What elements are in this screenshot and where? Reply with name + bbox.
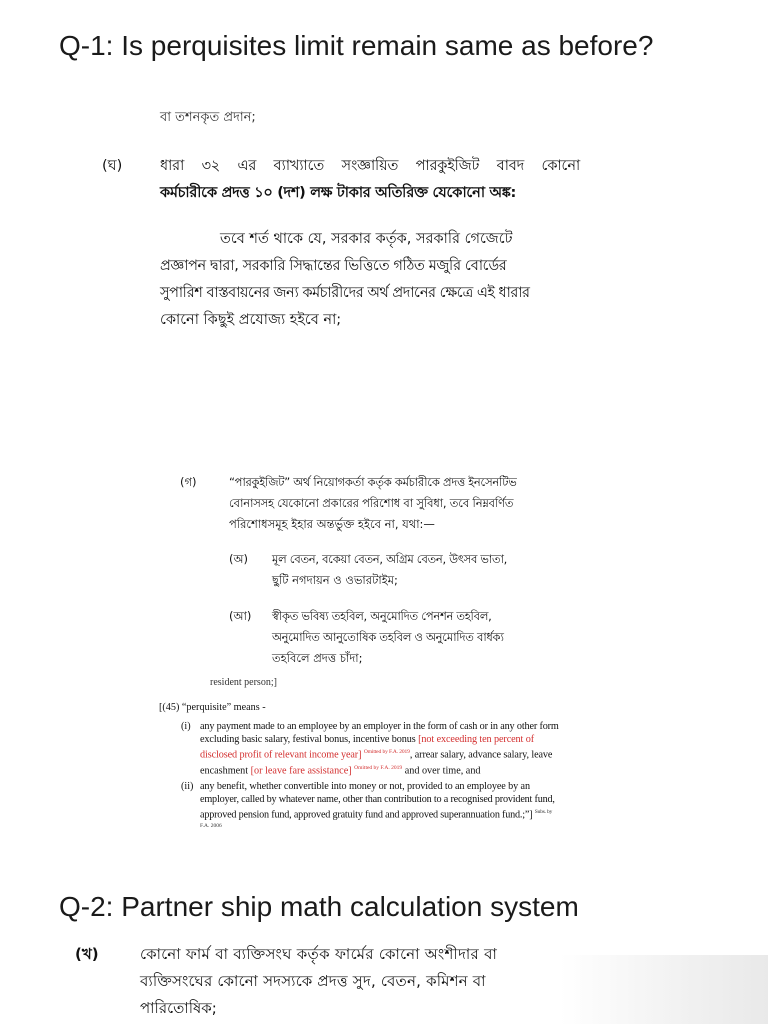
en-ii-line-4 xyxy=(200,822,618,830)
fa-2006-note: F.A. 2006 xyxy=(200,823,222,829)
en-item-i-marker: (i) xyxy=(181,721,191,732)
subs-note: Subs. by xyxy=(534,809,553,816)
ga-sub-a-line-2: ছুটি নগদায়ন ও ওভারটাইম; xyxy=(272,573,398,587)
en-i-line-2 xyxy=(200,733,618,746)
ga-line-2: বোনাসসহ যেকোনো প্রকারের পরিশোধ বা সুবিধা, তবে নিম্নবর্ণিত xyxy=(229,496,514,510)
clipped-mid-text: resident person;] xyxy=(210,677,277,688)
omitted-note-1: Omitted by F.A. 2019 xyxy=(363,749,410,756)
en-i-line-1: any payment made to an employee by an employer in the form of cash or in any other form xyxy=(200,721,559,732)
en-i-line-4 xyxy=(200,762,618,778)
kha-line-1: কোনো ফার্ম বা ব্যক্তিসংঘ কর্তৃক ফার্মের কোনো অংশীদার বা xyxy=(140,945,498,963)
en-i-line-4-text: encashment xyxy=(200,765,249,777)
gha-proviso-line-2: প্রজ্ঞাপন দ্বারা, সরকারি সিদ্ধান্তের ভিত্তিতে গঠিত মজুরি বোর্ডের xyxy=(160,258,507,274)
en-i-line-2-text: excluding basic salary, festival bonus, incentive bonus xyxy=(200,734,416,746)
ga-sub-aa-line-1: স্বীকৃত ভবিষ্য তহবিল, অনুমোদিত পেনশন তহবিল, xyxy=(272,609,492,623)
en-item-ii xyxy=(200,780,618,830)
ga-sub-aa-line-3: তহবিলে প্রদত্ত চাঁদা; xyxy=(272,651,363,665)
en-i-line-4-red: [or leave fare assistance] xyxy=(250,765,352,777)
en-ii-line-3-text: approved pension fund, approved gratuity fund and approved superannuation fund.;”] xyxy=(200,809,533,821)
en-item-i xyxy=(200,720,618,778)
ga-sub-a-line-1: মূল বেতন, বকেয়া বেতন, অগ্রিম বেতন, উৎসব ভাতা, xyxy=(272,552,508,566)
ga-line-1: “পারকুইজিট” অর্থ নিয়োগকর্তা কর্তৃক কর্মচারীকে প্রদত্ত ইনসেনটিভ xyxy=(229,475,517,489)
ga-sub-aa-line-2: অনুমোদিত আনুতোষিক তহবিল ও অনুমোদিত বার্ধক্য xyxy=(272,630,504,644)
ga-sub-a-body xyxy=(272,549,562,591)
clipped-top-text: বা তশনকৃত প্রদান; xyxy=(160,110,256,125)
kha-body xyxy=(140,941,600,1022)
en-ii-line-3 xyxy=(200,806,618,822)
q1-title: Q-1: Is perquisites limit remain same as before? xyxy=(59,30,654,61)
en-i-line-2-red: [not exceeding ten percent of xyxy=(418,734,535,746)
kha-marker: (খ) xyxy=(75,945,99,963)
ga-body xyxy=(229,472,564,535)
gha-proviso-line-1: তবে শর্ত থাকে যে, সরকার কর্তৃক, সরকারি গেজেটে xyxy=(220,231,513,247)
gha-marker: (ঘ) xyxy=(102,158,123,174)
kha-line-2: ব্যক্তিসংঘের কোনো সদস্যকে প্রদত্ত সুদ, বেতন, কমিশন বা xyxy=(140,972,486,990)
ga-sub-aa-body xyxy=(272,606,562,669)
gha-line-2: কর্মচারীকে প্রদত্ত ১০ (দশ) লক্ষ টাকার অতিরিক্ত যেকোনো অঙ্ক: xyxy=(160,185,517,201)
gha-line-1: ধারা ৩২ এর ব্যাখ্যাতে সংজ্ঞায়িত পারকুইজিট বাবদ কোনো xyxy=(160,158,580,174)
q2-title: Q-2: Partner ship math calculation system xyxy=(59,891,579,922)
clipped-mid-line xyxy=(210,677,330,693)
ga-marker: (গ) xyxy=(180,475,197,489)
ga-sub-a-marker: (অ) xyxy=(229,552,248,566)
en-ii-line-2: employer, called by whatever name, other than contribution to a recognised provident fund, xyxy=(200,794,555,806)
ga-line-3: পরিশোধসমূহ ইহার অন্তর্ভুক্ত হইবে না, যথা:— xyxy=(229,517,435,531)
en-i-line-4-tail: and over time, and xyxy=(404,765,481,777)
omitted-note-2: Omitted by F.A. 2019 xyxy=(354,765,403,771)
gha-proviso-line-3: সুপারিশ বাস্তবায়নের জন্য কর্মচারীদের অর্থ প্রদানের ক্ষেত্রে এই ধারার xyxy=(160,285,530,301)
en-heading: [(45) “perquisite” means - xyxy=(159,702,266,713)
en-i-line-3 xyxy=(200,746,618,762)
clipped-top-line xyxy=(160,110,360,128)
en-i-line-3-tail: , arrear salary, advance salary, leave xyxy=(409,749,553,761)
ga-sub-aa-marker: (আ) xyxy=(229,609,252,623)
gha-proviso xyxy=(160,226,580,334)
kha-line-3: পারিতোষিক; xyxy=(140,999,217,1017)
gha-proviso-line-4: কোনো কিছুই প্রযোজ্য হইবে না; xyxy=(160,312,342,328)
en-item-ii-marker: (ii) xyxy=(181,781,194,792)
en-i-line-3-red: disclosed profit of relevant income year] xyxy=(200,749,362,761)
en-ii-line-1: any benefit, whether convertible into money or not, provided to an employee by an xyxy=(200,781,530,792)
